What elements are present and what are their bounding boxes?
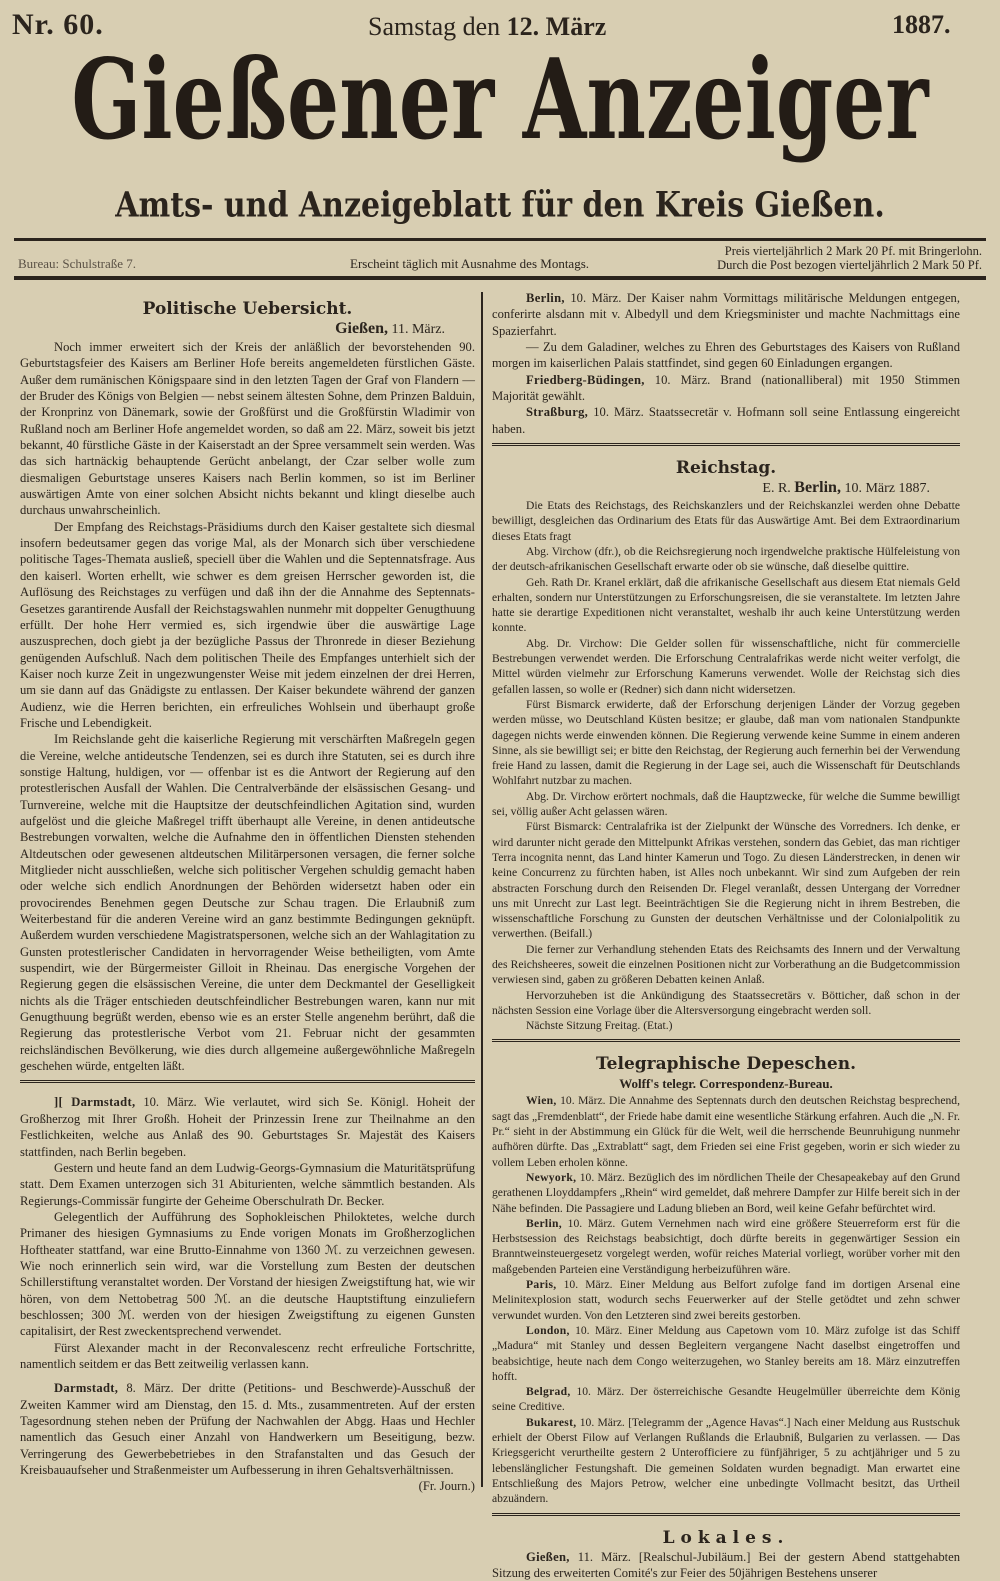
publication-schedule: Erscheint täglich mit Ausnahme des Montags. xyxy=(350,256,589,272)
article-paragraph: Abg. Dr. Virchow: Die Gelder sollen für wissenschaftliche, nicht für commercielle Bestrebungen verwendet werden. Die Erforschung Centralafrikas werde nicht weiter verfolgt, die Mittel würden vielmehr zur Erforschung Kameruns verwendet. Wolle der Reichstag sich dies gefallen lassen, so wolle er (Redner) sich dann nicht widersetzen. xyxy=(492,636,960,697)
telegram-item xyxy=(492,1277,960,1323)
section-subheading: Wolff's telegr. Correspondenz-Bureau. xyxy=(492,1075,960,1093)
article-paragraph: Im Reichslande geht die kaiserliche Regierung mit verschärften Maßregeln gegen die Vereine, welche antideutsche Tendenzen, sei es durch ihre Statuten, sei es durch ihre sonstige Haltung, huldigen, vor — offenbar ist es die Antwort der Regierung auf den protestlerischen Ausfall der Wahlen. Die Centralverbände der elsässischen Gesang- und Turnvereine, welche mit die Hauptsitze der deutschfeindlichen Agitation sind, wurden aufgelöst und die gleiche Maßregel trifft überhaupt alle Vereine, in denen antideutsche Bestrebungen vorwalten, welche die Aufnahme den in öffentlichen Diensten stehenden Altdeutschen oder gewesenen altdeutschen Militärpersonen versagen, die ferner solche Mitglieder nicht ausschließen, welche sich politischer Vergehen schuldig gemacht haben oder welche sich endlich Anordnungen der Behörden widersetzt haben oder ein provocirendes Benehmen gegen Deutsche zur Schau tragen. Die Erlaubniß zum Weiterbestand für die anderen Vereine wird an ganz bestimmte Bedingungen geknüpft. Außerdem wurden verschiedene Magistratspersonen, welche sich an der Wahlagitation zu Gunsten protestlerischer Candidaten in hervorragender Weise betheiligten, vom Amte suspendirt, wie der Bürgermeister Gilloit in Rheinau. Das energische Vorgehen der Regierung gegen die elsässischen Vereine, die unter dem Deckmantel der Geselligkeit nichts als die Träger entschieden deutschfeindlicher Bestrebungen waren, kann nur mit Genugthuung begrüßt werden, ebenso wie es an erster Stelle angenehm berührt, daß die Regierung das protestlerische Verbot vom 21. Februar nicht der gesammten reichsländischen Bevölkerung, wie dies durch allgemeine außergewöhnliche Maßregeln geschehen würde, entgelten läßt. xyxy=(20,731,475,1074)
dateline-place: Friedberg-Büdingen, xyxy=(526,373,645,387)
article-paragraph: Gelegentlich der Aufführung des Sophokleischen Philoktetes, welche durch Primaner des hiesigen Gymnasiums zu Ende vorigen Monats im Großherzoglichen Hoftheater stattfand, war eine Brutto-Einnahme von 1360 ℳ. zu verzeichnen gewesen. Wie noch erinnerlich sein wird, war die Vorstellung zum Besten der deutschen Schillerstiftung veranstaltet worden. Der Vorstand der hiesigen Zweigstiftung hat, wie wir hören, von dem Nettobetrag 500 ℳ. an die deutsche Hauptstiftung einzuliefern beschlossen; 300 ℳ. werden von der hiesigen Zweigstiftung zu eigenen Gunsten capitalisirt, der Rest zweckentsprechend verwendet. xyxy=(20,1209,475,1340)
article-paragraph: Gestern und heute fand an dem Ludwig-Georgs-Gymnasium die Maturitätsprüfung statt. Dem Examen unterzogen sich 31 Abiturienten, welche sämmtlich bestanden. Als Regierungs-Commissär fungirte der Geheime Oberschulrath Dr. Becker. xyxy=(20,1160,475,1209)
issue-number: Nr. 60. xyxy=(12,8,104,42)
telegram-item xyxy=(492,1323,960,1384)
article-paragraph: Fürst Bismarck: Centralafrika ist der Zielpunkt der Wünsche des Vorredners. Ich denke, er wird darunter nicht gerade den Mittelpunkt Afrikas verstehen, sondern das Gebiet, das man richtiger Terra incognita nennt, das Land hinter Kamerun und Togo. Zu diesen Länderstrecken, in denen wir keine Concurrenz zu fürchten haben, ist Alles noch unbekannt. Wir sind zum Aufgeben der rein abstracten Forschung durch den Reisenden Dr. Flegel veranlaßt, dessen Untergang der Vorredner uns mit Unrecht zur Last legt. Beeinträchtigen Sie die Regierung nicht in ihrem Bestreben, die wissenschaftliche Forschung zu Gunsten der deutschen Verhältnisse und der Colonialpolitik zu verwerthen. (Beifall.) xyxy=(492,819,960,941)
section-heading-telegraph: Telegraphische Depeschen. xyxy=(492,1053,960,1075)
news-text: 10. März. Der österreichische Gesandte Heugelmüller überreichte dem König seine Creditive. xyxy=(492,1385,960,1413)
news-item-darmstadt xyxy=(20,1094,475,1159)
news-item-darmstadt xyxy=(20,1380,475,1478)
dateline-place: Berlin, xyxy=(526,291,565,305)
date-value: 12. März xyxy=(507,12,607,41)
article-paragraph: Die Etats des Reichstags, des Reichskanzlers und der Reichskanzlei werden ohne Debatte bewilligt, desgleichen das Ordinarium des Etats für das Auswärtige Amt. Bei dem Extraordinarium dieses Etats fragt xyxy=(492,498,960,544)
dateline-date: 11. März. xyxy=(391,322,445,337)
news-text: 10. März. [Telegramm der „Agence Havas“.] Nach einer Meldung aus Rustschuk erhielt der Oberst Filow auf Verlangen Rußlands die Erlaubniß, Bulgarien zu verlassen. — Das Kriegsgericht verurtheilte gestern 2 Unterofficiere zu fünfjähriger, 5 zu achtjähriger und 5 zu lebenslänglicher Festungshaft. Die gemeinen Soldaten wurden begnadigt. Man erwartet eine Entschließung des Majors Petrow, welcher eine unbedingte Vollmacht besitzt, das Urtheil abzuändern. xyxy=(492,1416,960,1505)
newspaper-subtitle: Amts- und Anzeigeblatt für den Kreis Gießen. xyxy=(0,185,1000,226)
article-paragraph: Geh. Rath Dr. Kranel erklärt, daß die afrikanische Gesellschaft aus diesem Etat niemals Geld erhalten, sondern nur Unterstützungen zu Erforschungsreisen, die sie veranstaltete. Im letzten Jahre hatte sie derartige Expeditionen nicht veranstaltet, weshalb ihr auch keine Unterstützung werden konnte. xyxy=(492,575,960,636)
news-item: — Zu dem Galadiner, welches zu Ehren des Geburtstages des Kaisers von Rußland morgen im kaiserlichen Palais stattfindet, sind gegen 60 Einladungen ergangen. xyxy=(492,339,960,372)
issue-year: 1887. xyxy=(892,10,951,40)
dateline xyxy=(20,320,475,339)
news-text: 10. März. Gutem Vernehmen nach wird eine größere Steuerreform erst für die Herbstsession des Reichstags beabsichtigt, doch dürfte bereits in gegenwärtiger Session ein Branntweinsteuergesetz vorgelegt werden, wofür reiches Material vorliegt, worüber vorher mit den maßgebenden Parteien eine Verständigung herbeizuführen wäre. xyxy=(492,1217,960,1276)
news-item xyxy=(492,290,960,339)
news-text: 10. März. Staatssecretär v. Hofmann soll seine Entlassung eingereicht haben. xyxy=(492,405,960,435)
article-paragraph: Nächste Sitzung Freitag. (Etat.) xyxy=(492,1018,960,1033)
price-line: Preis vierteljährlich 2 Mark 20 Pf. mit Bringerlohn. xyxy=(672,244,982,258)
source-credit: (Fr. Journ.) xyxy=(385,1478,475,1494)
info-bar-rule xyxy=(14,276,986,280)
bureau-address: Bureau: Schulstraße 7. xyxy=(18,256,136,272)
article-paragraph: Die ferner zur Verhandlung stehenden Etats des Reichsamts des Innern und der Verwaltung des Reichsheeres, soweit die einzelnen Positionen nicht zur Vorberathung an die Budgetcommission verwiesen sind, gaben zu größeren Debatten keinen Anlaß. xyxy=(492,942,960,988)
dateline-place: Berlin, xyxy=(526,1217,562,1230)
telegram-item xyxy=(492,1216,960,1277)
dateline xyxy=(492,479,960,498)
news-text: 10. März. Einer Meldung aus Belfort zufolge fand im dortigen Arsenal eine Melinitexplosion statt, wodurch sechs Feuerwerker auf der Stelle getödtet und zehn schwer verwundet wurden. Von den Letzteren sind zwei bereits gestorben. xyxy=(492,1278,960,1322)
article-paragraph: Noch immer erweitert sich der Kreis der anläßlich der bevorstehenden 90. Geburtstagsfeier des Kaisers am Berliner Hofe bereits angemeldeten fürstlichen Gäste. Außer dem rumänischen Königspaare sind in den letzten Tagen der Graf von Flandern — der Bruder des Königs von Belgien — nebst seinem ältesten Sohne, dem Prinzen Balduin, der Kronprinz von Dänemark, sowie der Großfürst und die Großfürstin Wladimir von Rußland noch am Berliner Hofe angemeldet worden, so daß am 22. März, soweit bis jetzt bekannt, 40 fürstliche Gäste in der Kaiserstadt an der Spree versammelt sein werden. Was das sich hartnäckig behauptende Gerücht anbelangt, der Czar selber wolle zum diesmaligen Geburtstage unseres Kaisers nach Berlin kommen, so ist im Berliner auswärtigen Amte von einer solchen Absicht nichts bekannt und klingt dieselbe auch durchaus unwahrscheinlich. xyxy=(20,339,475,519)
section-heading-reichstag: Reichstag. xyxy=(492,457,960,479)
dateline-place: Straßburg, xyxy=(526,405,588,419)
dateline-place: Gießen, xyxy=(526,1550,570,1564)
news-text: 8. März. Der dritte (Petitions- und Beschwerde)-Ausschuß der Zweiten Kammer wird am Dienstag, den 15. d. Mts., zusammentreten. Auf der ersten Tagesordnung stehen neben der Prüfung der Nachwahlen der Abgg. Haas und Hechler namentlich das Gesuch einer Anzahl von Handwerkern um Beseitigung, bezw. Verringerung des Gewerbebetriebes in den Strafanstalten und das Gesuch der Kreisbauaufseher und Straßenmeister um Aufbesserung in ihren Gehaltsverhältnissen. xyxy=(20,1381,475,1477)
article-paragraph: Hervorzuheben ist die Ankündigung des Staatssecretärs v. Bötticher, daß schon in der nächsten Session eine Vorlage über die Altersversorgung eingebracht werden soll. xyxy=(492,988,960,1019)
section-rule xyxy=(492,1039,960,1045)
price-line: Durch die Post bezogen vierteljährlich 2 Mark 50 Pf. xyxy=(672,258,982,272)
dateline-place: Bukarest, xyxy=(526,1416,576,1429)
newspaper-title: Gießener Anzeiger xyxy=(0,33,1000,182)
news-item-giessen xyxy=(492,1549,960,1581)
dateline-place: Gießen, xyxy=(335,320,388,337)
dateline-date: 10. März 1887. xyxy=(844,481,930,496)
telegram-item xyxy=(492,1170,960,1216)
news-text: 10. März. Der Kaiser nahm Vormittags militärische Meldungen entgegen, conferirte alsdann mit v. Albedyll und dem Kriegsminister und machte Nachmittags eine Spazierfahrt. xyxy=(492,291,960,338)
news-text: 10. März. Brand (nationalliberal) mit 1950 Stimmen Majorität gewählt. xyxy=(492,373,960,403)
telegram-item xyxy=(492,1415,960,1507)
news-item xyxy=(492,404,960,437)
article-paragraph: Der Empfang des Reichstags-Präsidiums durch den Kaiser gestaltete sich diesmal insofern bedeutsamer gegen das vorige Mal, als der Monarch sich über verschiedene politische Tages-Themata ausließ, speciell über die Wahlen und die Septennatsfrage. Aus den kaiserl. Worten erhellt, wie schwer es dem greisen Herrscher geworden ist, die Auflösung des Reichstages zu verfügen und daß ihn der die Annahme des Septennats-Gesetzes garantirende Ausfall der Reichstagswahlen nunmehr mit doppelter Genugthuung erfüllt. Der hohe Herr vermied es, sich irgendwie über die auswärtige Lage auszusprechen, doch giebt ja der bezügliche Passus der Thronrede in dieser Beziehung genügenden Aufschluß. Nach dem politischen Theile des Empfanges unterhielt sich der Kaiser noch kurze Zeit in ungezwungenster Weise mit jedem einzelnen der drei Herren, um sie dann auf das Gnädigste zu entlassen. Der Kaiser bekundete während der ganzen Audienz, wie die Herren berichten, ein erfreuliches Wohlsein und überhaupt große Frische und Lebendigkeit. xyxy=(20,519,475,731)
date-prefix: Samstag den xyxy=(368,12,500,41)
telegram-item xyxy=(492,1093,960,1169)
left-column xyxy=(20,298,475,1495)
section-rule xyxy=(20,1080,475,1086)
dateline-prefix: E. R. xyxy=(762,481,790,496)
news-text: 10. März. Einer Meldung aus Capetown vom 10. März zufolge ist das Schiff „Madura“ mit Stanley und dessen Begleitern vergangene Nacht daselbst eingetroffen und beabsichtige, heute nach dem Congo weiterzugehen, wo Stanley bereits am 18. März einzutreffen hofft. xyxy=(492,1324,960,1383)
news-text: 10. März. Die Annahme des Septennats durch den deutschen Reichstag besprechend, sagt das „Fremdenblatt“, der Friede habe damit eine wesentliche Stärkung erfahren. Auch die „N. Fr. Pr.“ sieht in der Abstimmung ein Glück für die Welt, weil die herrschende Beunruhigung nunmehr aufhören dürfte. Das „Extrablatt“ sagt, dem Frieden sei eine Frist gegeben, worin er sich wieder zu vollem Leben erholen könne. xyxy=(492,1094,960,1168)
telegram-item xyxy=(492,1384,960,1415)
masthead-rule xyxy=(14,238,986,241)
article-paragraph: Abg. Virchow (dfr.), ob die Reichsregierung noch irgendwelche praktische Hülfeleistung von der deutsch-afrikanischen Gesellschaft erwarte oder ob sie wünsche, daß dieselbe quittire. xyxy=(492,544,960,575)
section-rule xyxy=(492,1513,960,1519)
right-column xyxy=(492,290,960,1581)
dateline-place: Wien, xyxy=(526,1094,557,1107)
article-paragraph: Fürst Alexander macht in der Reconvalescenz recht erfreuliche Fortschritte, namentlich seitdem er das Bett zeitweilig verlassen kann. xyxy=(20,1340,475,1373)
news-item xyxy=(492,372,960,405)
section-rule xyxy=(492,443,960,449)
dateline-place: Paris, xyxy=(526,1278,556,1291)
section-heading-lokales: Lokales. xyxy=(492,1527,960,1549)
dateline-place: Berlin, xyxy=(794,479,841,496)
dateline-place: London, xyxy=(526,1324,570,1337)
section-heading-politische-uebersicht: Politische Uebersicht. xyxy=(20,298,475,320)
article-paragraph: Abg. Dr. Virchow erörtert nochmals, daß die Hauptzwecke, für welche die Summe bewilligt sei, völlig außer Acht gelassen wären. xyxy=(492,789,960,820)
dateline-place: Belgrad, xyxy=(526,1385,571,1398)
subscription-price xyxy=(672,244,982,272)
article-paragraph: Fürst Bismarck erwiderte, daß der Erforschung derjenigen Länder der Vorzug gegeben werden müsse, wo Deutschland Küsten besitze; er glaube, daß man vom nationalen Standpunkte dagegen nichts werde einwenden können. Die Regierung verwende keine Summe in einem anderen Sinne, als sie bewilligt sei; er bitte den Reichstag, der Regierung auch fernerhin bei der Verwendung freie Hand zu lassen, damit die Regierung in der Lage sei, auch die Wissenschaft für Deutschlands Wohlfahrt nutzbar zu machen. xyxy=(492,697,960,789)
dateline-place: Newyork, xyxy=(526,1171,576,1184)
column-divider xyxy=(481,292,483,1487)
dateline-place: ][ Darmstadt, xyxy=(54,1095,135,1109)
news-text: 11. März. [Realschul-Jubiläum.] Bei der gestern Abend stattgehabten Sitzung des erweiterten Comité's zur Feier des 50jährigen Bestehens unserer xyxy=(492,1550,960,1580)
dateline-place: Darmstadt, xyxy=(54,1381,118,1395)
news-text: 10. März. Bezüglich des im nördlichen Theile der Chesapeakebay auf den Grund gerathenen Lloyddampfers „Rhein“ wird gemeldet, daß mehrere Dampfer zur Hilfe bereit sich in der Nähe befinden. Die Passagiere und Ladung blieben an Bord, weil keine Gefahr befürchtet wird. xyxy=(492,1171,960,1215)
news-text: 10. März. Wie verlautet, wird sich Se. Königl. Hoheit der Großherzog mit Ihrer Großh. Hoheit der Prinzessin Irene zur Theilnahme an den Festlichkeiten, welche aus Anlaß des 90. Geburtstages Sr. Majestät des Kaisers stattfinden, nach Berlin begeben. xyxy=(20,1095,475,1158)
